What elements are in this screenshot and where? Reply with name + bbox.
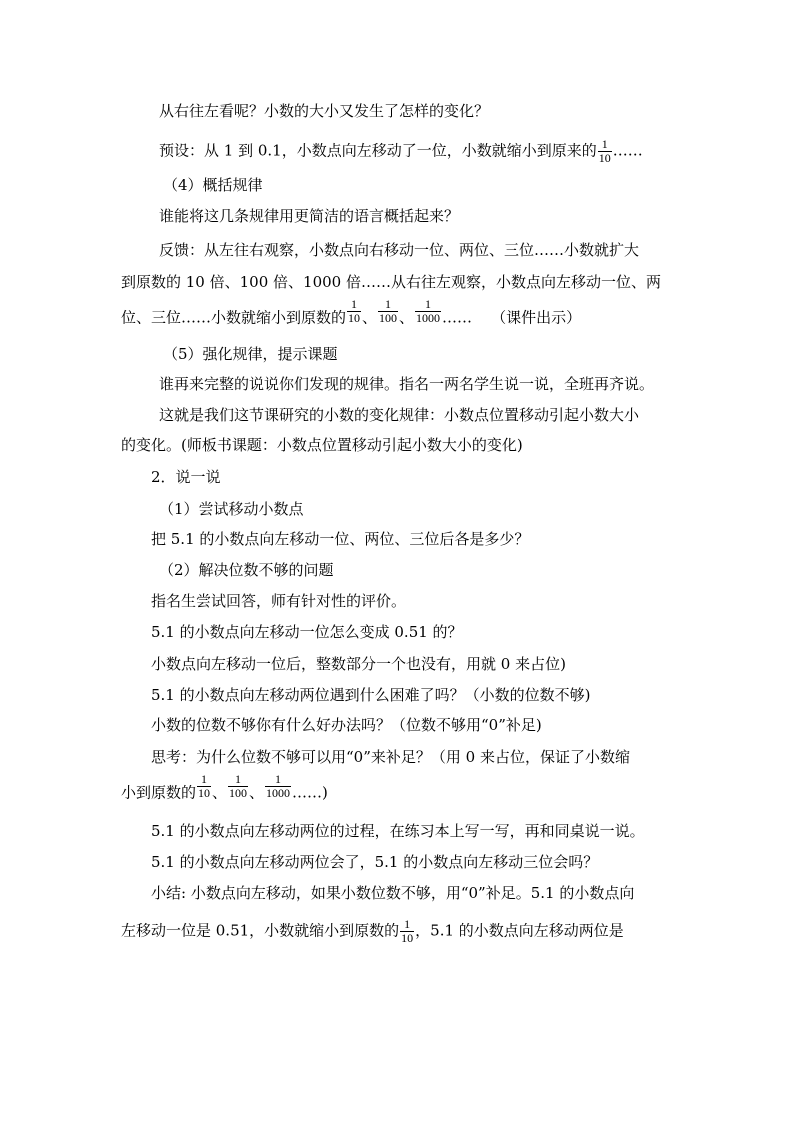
- text-line: [151, 716, 542, 734]
- fraction: [598, 138, 612, 165]
- text-line: [121, 273, 661, 291]
- separator: 、: [362, 308, 378, 327]
- text: （2）解决位数不够的问题: [159, 561, 334, 579]
- separator: 、: [249, 783, 265, 802]
- text: ……): [292, 783, 328, 802]
- fraction-denominator: 100: [229, 786, 248, 800]
- text-line: [151, 623, 463, 641]
- text: ，5.1 的小数点向左移动两位是: [415, 921, 624, 940]
- fraction-numerator: 1: [351, 297, 358, 311]
- text: 5.1 的小数点向左移动两位的过程，在练习本上写一写，再和同桌说一说。: [151, 822, 645, 840]
- fraction-denominator: 10: [198, 786, 211, 800]
- fraction-denominator: 1000: [266, 786, 291, 800]
- text: 小结: 小数点向左移动，如果小数位数不够，用“0”补足。5.1 的小数点向: [151, 884, 635, 902]
- fraction-numerator: 1: [275, 772, 282, 786]
- text: 思考：为什么位数不够可以用“0”来补足？（用 0 来占位，保证了小数缩: [151, 748, 630, 766]
- text: ……: [612, 141, 643, 160]
- section-heading: [163, 345, 338, 363]
- text: 预设：从 1 到 0.1，小数点向左移动了一位，小数就缩小到原来的: [159, 141, 597, 160]
- text-line: [159, 375, 654, 393]
- text-line: [151, 884, 634, 902]
- fraction-denominator: 100: [379, 311, 398, 325]
- text-line: [151, 655, 566, 673]
- fraction: [400, 918, 414, 945]
- text: 到原数的 10 倍、100 倍、1000 倍……从右往左观察，小数点向左移动一位、两: [121, 273, 661, 291]
- text-line: [159, 406, 639, 424]
- text: 2．说一说: [151, 468, 221, 486]
- text: 反馈：从左往右观察，小数点向右移动一位、两位、三位……小数就扩大: [159, 241, 640, 259]
- text-line: [159, 241, 639, 259]
- section-heading: [151, 468, 221, 486]
- text-line: [151, 530, 529, 548]
- fraction-denominator: 1000: [416, 311, 441, 325]
- text-line: [159, 207, 459, 225]
- text: （4）概括规律: [163, 176, 263, 194]
- fraction: [197, 773, 211, 800]
- text: 指名生尝试回答，师有针对性的评价。: [151, 592, 407, 610]
- section-heading: [159, 500, 304, 518]
- fraction: [265, 773, 291, 800]
- section-heading: [163, 176, 263, 194]
- text-line: [121, 436, 523, 454]
- text-line: [159, 138, 643, 165]
- fraction-numerator: 1: [425, 297, 432, 311]
- separator: 、: [399, 308, 415, 327]
- fraction: [378, 298, 398, 325]
- text-line: [151, 686, 590, 704]
- text: 把 5.1 的小数点向左移动一位、两位、三位后各是多少？: [151, 530, 530, 548]
- fraction: [415, 298, 441, 325]
- text-line: [159, 102, 489, 120]
- text: （5）强化规律，提示课题: [163, 345, 338, 363]
- text: 谁再来完整的说说你们发现的规律。指名一两名学生说一说，全班再齐说。: [159, 375, 655, 393]
- text: 5.1 的小数点向左移动两位遇到什么困难了吗？（小数的位数不够): [151, 686, 591, 704]
- fraction-numerator: 1: [201, 772, 208, 786]
- text: 5.1 的小数点向左移动一位怎么变成 0.51 的？: [151, 623, 463, 641]
- text: 这就是我们这节课研究的小数的变化规律：小数点位置移动引起小数大小: [159, 406, 640, 424]
- text-line: [121, 918, 624, 945]
- text: 从右往左看呢？小数的大小又发生了怎样的变化？: [159, 102, 490, 120]
- text: 小数的位数不够你有什么好办法吗？（位数不够用“0”补足): [151, 716, 542, 734]
- text: 5.1 的小数点向左移动两位会了，5.1 的小数点向左移动三位会吗？: [151, 853, 599, 871]
- fraction: [347, 298, 361, 325]
- text-line: [151, 853, 598, 871]
- text-line: [151, 592, 406, 610]
- text: 谁能将这几条规律用更简洁的语言概括起来？: [159, 207, 460, 225]
- text: 位、三位……小数就缩小到原数的: [121, 308, 347, 327]
- fraction-numerator: 1: [385, 297, 392, 311]
- separator: 、: [212, 783, 228, 802]
- fraction: [228, 773, 248, 800]
- text: 小到原数的: [121, 783, 197, 802]
- text: …… （课件出示）: [442, 308, 582, 327]
- text-line: [121, 772, 328, 807]
- text-line: [151, 748, 630, 766]
- text: 小数点向左移动一位后，整数部分一个也没有，用就 0 来占位): [151, 655, 566, 673]
- fraction-denominator: 10: [348, 311, 361, 325]
- fraction-numerator: 1: [235, 772, 242, 786]
- fraction-numerator: 1: [404, 917, 411, 931]
- fraction-denominator: 10: [401, 931, 414, 945]
- section-heading: [159, 561, 334, 579]
- text: （1）尝试移动小数点: [159, 500, 304, 518]
- fraction-denominator: 10: [598, 151, 611, 165]
- text-line: [151, 822, 645, 840]
- text: 左移动一位是 0.51，小数就缩小到原数的: [121, 921, 400, 940]
- text-line: [121, 297, 582, 332]
- fraction-numerator: 1: [601, 137, 608, 151]
- text: 的变化。(师板书课题：小数点位置移动引起小数大小的变化): [121, 436, 523, 454]
